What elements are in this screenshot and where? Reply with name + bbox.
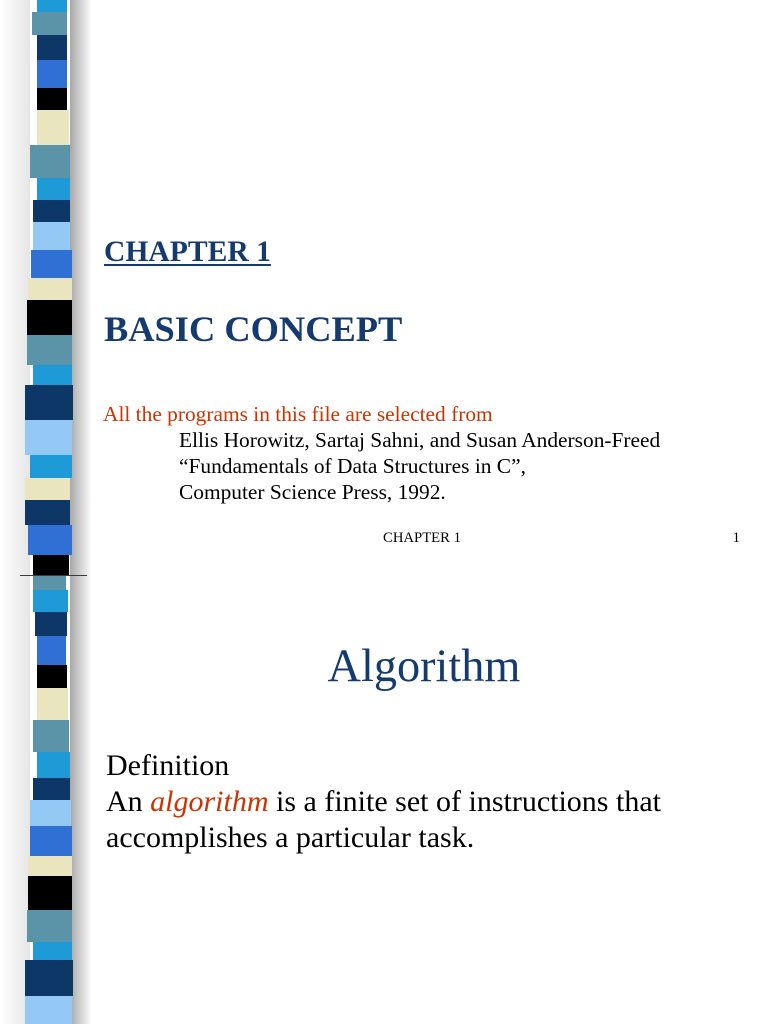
footer-chapter-label: CHAPTER 1 [383,530,461,546]
citation-publisher: Computer Science Press, 1992. [179,480,446,504]
citation-book-title: “Fundamentals of Data Structures in C”, [179,454,526,478]
source-citation [179,427,660,505]
chapter-heading: CHAPTER 1 [104,236,271,268]
definition-block [106,748,726,856]
definition-heading: Definition [106,749,230,782]
definition-text-start: An [106,785,151,818]
chapter-title: BASIC CONCEPT [104,309,403,349]
source-intro: All the programs in this file are selected from [103,402,493,426]
definition-text-rest: is a finite set of instructions that accomplishes a particular task. [106,785,661,854]
slide-2 [0,576,768,1024]
page-number: 1 [732,530,740,546]
section-title: Algorithm [327,641,521,692]
definition-text [106,784,726,856]
citation-authors: Ellis Horowitz, Sartaj Sahni, and Susan Anderson-Freed [179,428,661,452]
definition-term: algorithm [150,785,269,818]
